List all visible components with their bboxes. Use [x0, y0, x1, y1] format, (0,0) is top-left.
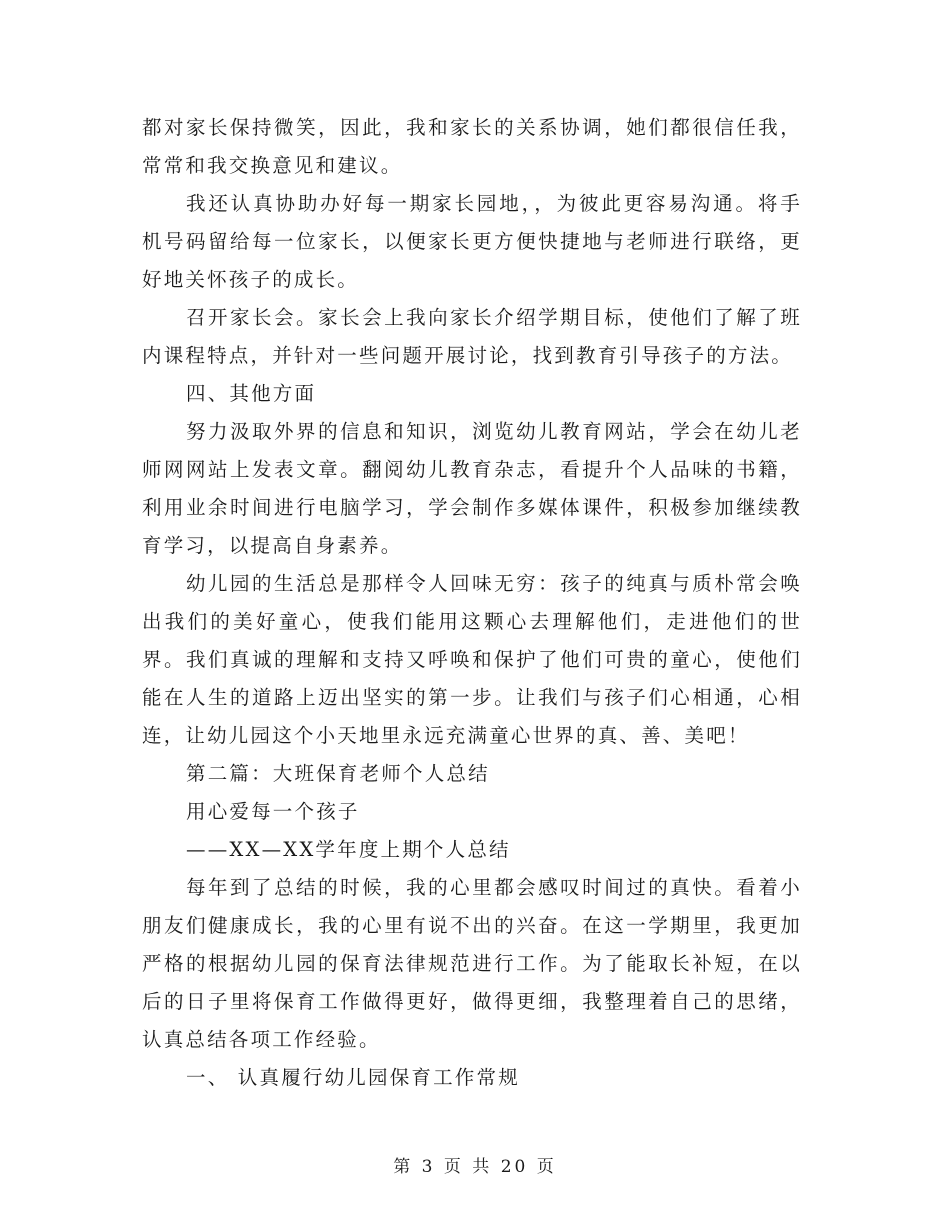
- section-heading-other: 四、其他方面: [186, 382, 317, 405]
- page-number-footer: 第 3 页 共 20 页: [393, 1157, 557, 1177]
- article-subtitle: 用心爱每一个孩子: [186, 800, 360, 823]
- paragraph-10: 每年到了总结的时候，我的心里都会感叹时间过的真快。看着小朋友们健康成长，我的心里有说不出的兴奋。在这一学期里，我更加严格的根据幼儿园的保育法律规范进行工作。为了能取长补短，在以后的日子里将保育工作做得更好，做得更细，我整理着自己的思绪，认真总结各项工作经验。: [142, 876, 802, 1051]
- document-body: [142, 109, 802, 1097]
- paragraph-1: 都对家长保持微笑，因此，我和家长的关系协调，她们都很信任我，常常和我交换意见和建议。: [142, 116, 802, 177]
- article-title: 第二篇：大班保育老师个人总结: [186, 762, 490, 785]
- paragraph-5: 努力汲取外界的信息和知识，浏览幼儿教育网站，学会在幼儿老师网网站上发表文章。翻阅幼儿教育杂志，看提升个人品味的书籍，利用业余时间进行电脑学习，学会制作多媒体课件，积极参加继续教育学习，以提高自身素养。: [142, 420, 802, 557]
- article-period: ——XX—XX学年度上期个人总结: [186, 838, 511, 861]
- paragraph-2: 我还认真协助办好每一期家长园地，，为彼此更容易沟通。将手机号码留给每一位家长，以便家长更方便快捷地与老师进行联络，更好地关怀孩子的成长。: [142, 192, 802, 291]
- paragraph-6: 幼儿园的生活总是那样令人回味无穷：孩子的纯真与质朴常会唤出我们的美好童心，使我们能用这颗心去理解他们，走进他们的世界。我们真诚的理解和支持又呼唤和保护了他们可贵的童心，使他们能在人生的道路上迈出坚实的第一步。让我们与孩子们心相通，心相连，让幼儿园这个小天地里永远充满童心世界的真、善、美吧！: [142, 572, 802, 747]
- paragraph-3: 召开家长会。家长会上我向家长介绍学期目标，使他们了解了班内课程特点，并针对一些问题开展讨论，找到教育引导孩子的方法。: [142, 306, 802, 367]
- section-heading-one: 一、 认真履行幼儿园保育工作常规: [186, 1066, 520, 1089]
